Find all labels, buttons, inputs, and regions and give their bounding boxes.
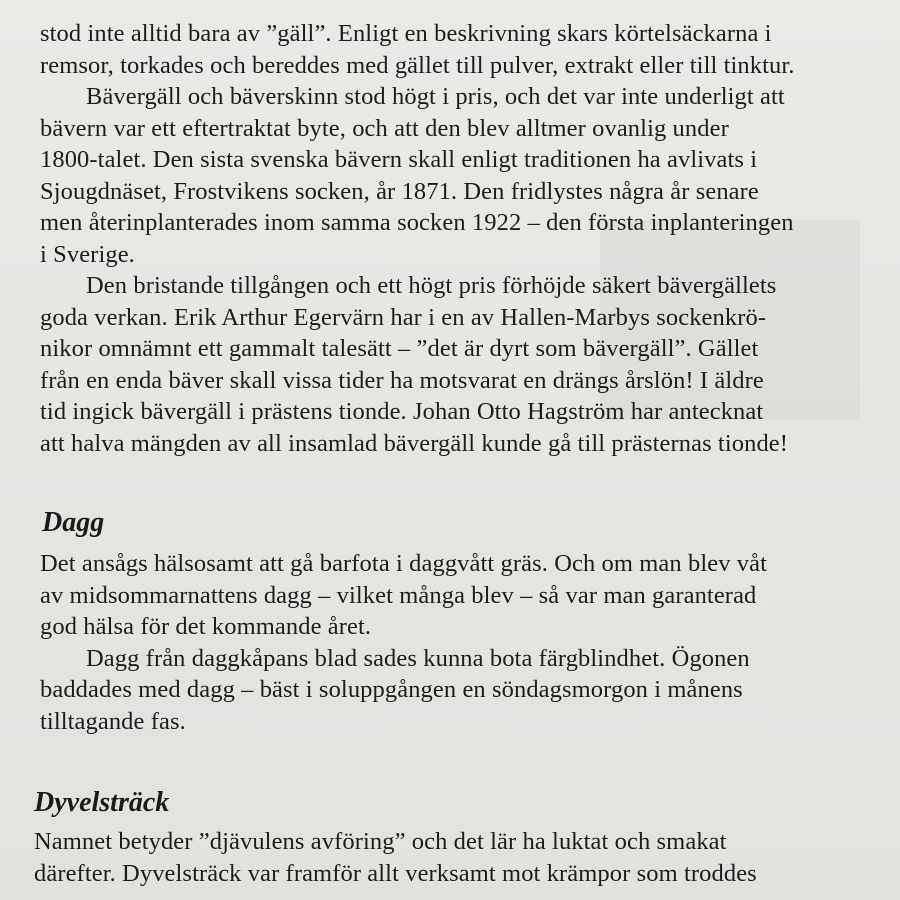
text-line: bävern var ett eftertraktat byte, och att den blev alltmer ovanlig under	[40, 114, 729, 142]
text-line: tilltagande fas.	[40, 707, 186, 735]
text-line: goda verkan. Erik Arthur Egervärn har i en av Hallen-Marbys sockenkrö-	[40, 303, 767, 331]
text-line: men återinplanterades inom samma socken 1922 – den första inplanteringen	[40, 209, 794, 236]
text-line: god hälsa för det kommande året.	[40, 613, 372, 640]
text-line: nikor omnämnt ett gammalt talesätt – ”det är dyrt som bävergäll”. Gället	[40, 335, 759, 362]
heading-dagg: Dagg	[42, 507, 105, 538]
text-line: baddades med dagg – bäst i soluppgången en söndagsmorgon i månens	[40, 676, 743, 703]
text-line: tid ingick bävergäll i prästens tionde. Johan Otto Hagström har antecknat	[40, 398, 764, 425]
text-line: Den bristande tillgången och ett högt pris förhöjde säkert bävergällets	[86, 272, 777, 299]
text-line: därefter. Dyvelsträck var framför allt verksamt mot krämpor som troddes	[34, 859, 757, 887]
text-line: stod inte alltid bara av ”gäll”. Enligt en beskrivning skars körtelsäckarna i	[40, 20, 772, 47]
text-line: Dagg från daggkåpans blad sades kunna bota färgblindhet. Ögonen	[86, 644, 750, 672]
text-line: Sjougdnäset, Frostvikens socken, år 1871. Den fridlystes några år senare	[40, 177, 759, 205]
text-line: att halva mängden av all insamlad bävergäll kunde gå till prästernas tionde!	[40, 429, 789, 457]
heading-dyvelstrack: Dyvelsträck	[34, 787, 170, 818]
section-bavergall	[40, 18, 888, 459]
text-line: Namnet betyder ”djävulens avföring” och det lär ha luktat och smakat	[34, 828, 727, 855]
text-line: Det ansågs hälsosamt att gå barfota i daggvått gräs. Och om man blev våt	[40, 550, 768, 577]
text-line: 1800-talet. Den sista svenska bävern skall enligt traditionen ha avlivats i	[40, 146, 758, 173]
section-dagg	[40, 548, 888, 737]
text-line: från en enda bäver skall vissa tider ha motsvarat en drängs årslön! I äldre	[40, 366, 764, 394]
section-dyvelstrack	[34, 826, 894, 889]
text-line: i Sverige.	[40, 240, 135, 268]
text-line: remsor, torkades och bereddes med gället till pulver, extrakt eller till tinktur.	[40, 51, 795, 79]
text-line: av midsommarnattens dagg – vilket många blev – så var man garanterad	[40, 581, 757, 609]
text-line: Bävergäll och bäverskinn stod högt i pris, och det var inte underligt att	[86, 83, 785, 110]
